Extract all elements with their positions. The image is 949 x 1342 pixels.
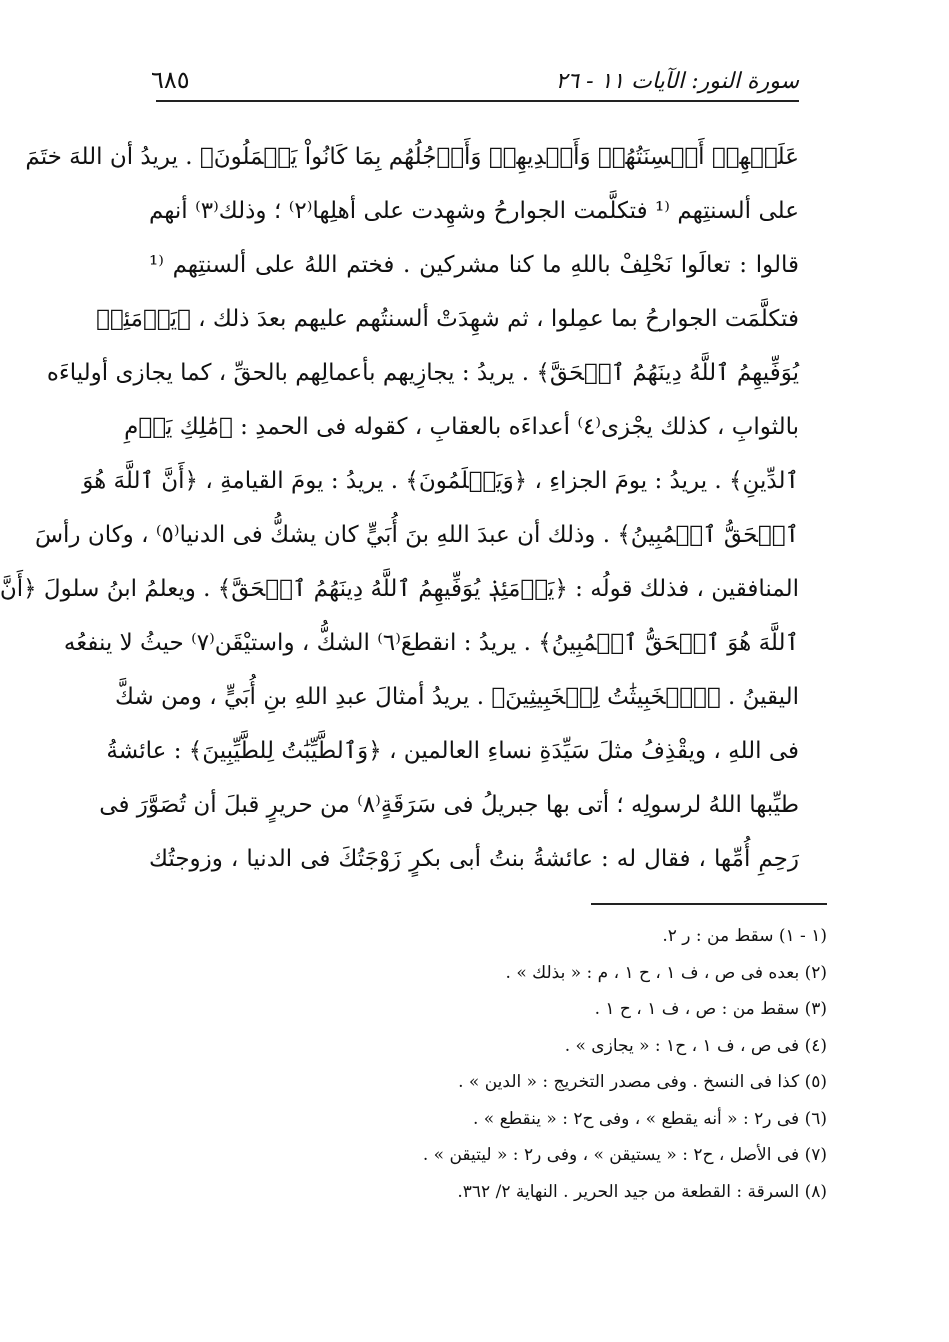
page-number: ٦٨٥ — [151, 66, 190, 94]
text-line: فى اللهِ ، ويقْذِفُ مثلَ سَيِّدَةِ نساءِ العالمين ، ﴿وَٱلطَّيِّبَٰتُ لِلطَّيِّبِينَ﴾ : عائشةُ — [106, 738, 799, 764]
running-header — [151, 60, 799, 94]
footnote: (٦) فى ر٢ : « أنه يقطع » ، وفى ح٢ : « ينقطع » . — [472, 1108, 827, 1129]
text-line: ٱللَّهَ هُوَ ٱلۡحَقُّ ٱلۡمُبِينُ﴾ . يريدُ : انقطعَ⁽٦⁾ الشكُّ ، واستيْقَن⁽٧⁾ حيثُ لا ينفعُه — [63, 630, 799, 656]
footnote: (٢) بعده فى ص ، ف ١ ، ح ١ ، م : « بذلك » . — [505, 962, 827, 983]
text-line: عَلَيۡهِمۡ أَلۡسِنَتُهُمۡ وَأَيۡدِيهِمۡ وَأَرۡجُلُهُم بِمَا كَانُواْ يَعۡمَلُونَ﴾ . يريدُ أن اللهَ ختَمَ — [25, 144, 799, 170]
footnote: (١ - ١) سقط من : ر ٢. — [662, 926, 827, 946]
text-line: فتكلَّمَت الجوارحُ بما عمِلوا ، ثم شهِدَتْ ألسنتُهم عليهم بعدَ ذلك ، ﴿يَوۡمَئِذٖ — [96, 306, 799, 332]
text-line: ٱلدِّينِ﴾ . يريدُ : يومَ الجزاءِ ، ﴿وَيَعۡلَمُونَ﴾ . يريدُ : يومَ القيامةِ ، ﴿أَنَّ ٱللَّهَ هُوَ — [82, 468, 799, 494]
footnote: (٥) كذا فى النسخ . وفى مصدر التخريج : « الدين » . — [458, 1072, 827, 1092]
footnote: (٨) السرقة : القطعة من جيد الحرير . النهاية ٢/ ٣٦٢. — [457, 1181, 827, 1202]
text-line: اليقينُ . ﴿ٱلۡخَبِيثَٰتُ لِلۡخَبِيثِينَ﴾ . يريدُ أمثالَ عبدِ اللهِ بنِ أُبَيٍّ ، ومن شكَّ — [115, 684, 799, 710]
text-line: طيِّبها اللهُ لرسولِه ؛ أتى بها جبريلُ فى سَرَقَةٍ⁽٨⁾ من حريرٍ قبلَ أن تُصَوَّرَ فى — [99, 792, 799, 818]
text-line: رَحِمِ أُمِّها ، فقال له : عائشةُ بنتُ أبى بكرٍ زَوْجَتُكَ فى الدنيا ، وزوجتُك — [149, 846, 799, 872]
running-head-title: سورة النور: الآيات ١١ - ٢٦ — [555, 69, 799, 94]
text-line: بالثوابِ ، كذلك يجْزى⁽٤⁾ أعداءَه بالعقابِ ، كقوله فى الحمدِ : ﴿مَٰلِكِ يَوۡمِ — [124, 414, 799, 440]
header-rule — [156, 100, 799, 102]
text-line: على ألسنتِهم ⁽¹ فتكلَّمت الجوارحُ وشهِدت على أهلِها⁽٢⁾ ؛ وذلك⁽٣⁾ أنهم — [149, 198, 799, 224]
footnote-separator — [591, 903, 827, 905]
text-line: المنافقين ، فذلك قولُه : ﴿يَوۡمَئِذٖ يُوَفِّيهِمُ ٱللَّهُ دِينَهُمُ ٱلۡحَقَّ﴾ . ويعلمُ ابنُ سلولَ ﴿أَنَّ — [0, 576, 799, 602]
footnote: (٣) سقط من : ص ، ف ١ ، ح ١ . — [594, 999, 827, 1019]
footnote: (٤) فى ص ، ف ١ ، ح١ : « يجازى » . — [564, 1035, 827, 1056]
footnote: (٧) فى الأصل ، ح٢ : « يستيقن » ، وفى ر٢ : « ليتيقن » . — [422, 1145, 827, 1165]
text-line: ٱلۡحَقُّ ٱلۡمُبِينُ﴾ . وذلك أن عبدَ اللهِ بنَ أُبَيٍّ كان يشكُّ فى الدنيا⁽٥⁾ ، وكان رأسَ — [34, 522, 799, 548]
text-line: يُوَفِّيهِمُ ٱللَّهُ دِينَهُمُ ٱلۡحَقَّ﴾ . يريدُ : يجازِيهم بأعمالِهم بالحقِّ ، كما يجازى أولياءَه — [46, 360, 799, 386]
text-line: قالوا : تعالَوا نَحْلِفْ باللهِ ما كنا مشركين . فختم اللهُ على ألسنتِهم ⁽¹ — [149, 252, 799, 278]
main-text — [0, 130, 799, 886]
footnotes — [161, 918, 827, 1210]
